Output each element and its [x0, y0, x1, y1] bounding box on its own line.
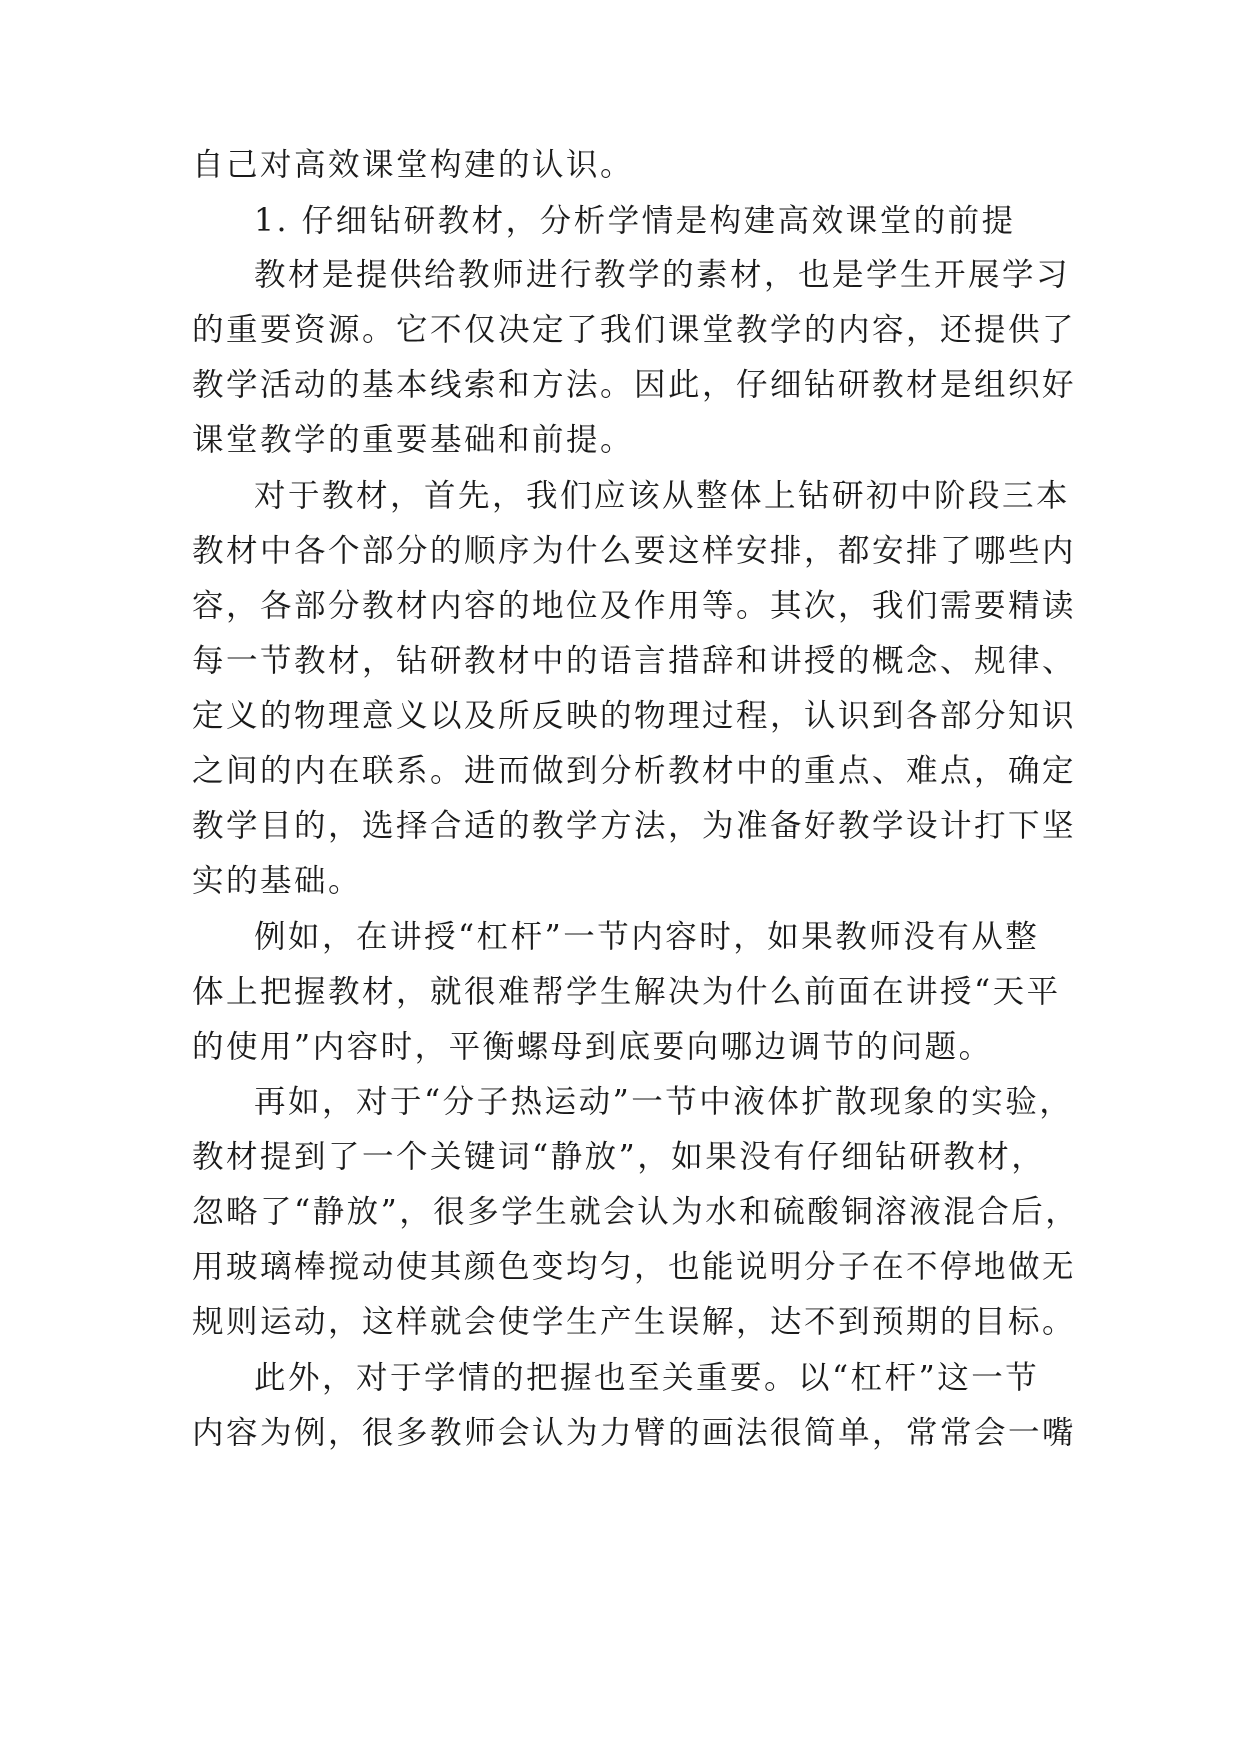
text-line: 教材中各个部分的顺序为什么要这样安排，都安排了哪些内 — [192, 533, 1077, 569]
text-line: 忽略了“静放”，很多学生就会认为水和硫酸铜溶液混合后， — [192, 1194, 1080, 1230]
text-line: 内容为例，很多教师会认为力臂的画法很简单，常常会一嘴 — [192, 1415, 1077, 1451]
text-line: 用玻璃棒搅动使其颜色变均匀，也能说明分子在不停地做无 — [192, 1249, 1077, 1285]
text-line: 的使用”内容时，平衡螺母到底要向哪边调节的问题。 — [192, 1029, 993, 1065]
text-line: 容，各部分教材内容的地位及作用等。其次，我们需要精读 — [192, 588, 1077, 624]
text-line: 教学活动的基本线索和方法。因此，仔细钻研教材是组织好 — [192, 367, 1077, 403]
text-line: 的重要资源。它不仅决定了我们课堂教学的内容，还提供了 — [192, 312, 1077, 348]
text-line: 规则运动，这样就会使学生产生误解，达不到预期的目标。 — [192, 1304, 1077, 1340]
text-line: 课堂教学的重要基础和前提。 — [192, 422, 635, 458]
text-line: 之间的内在联系。进而做到分析教材中的重点、难点，确定 — [192, 753, 1077, 789]
text-line: 此外，对于学情的把握也至关重要。以“杠杆”这一节 — [254, 1360, 1040, 1396]
text-line: 例如，在讲授“杠杆”一节内容时，如果教师没有从整 — [254, 919, 1040, 955]
text-line: 体上把握教材，就很难帮学生解决为什么前面在讲授“天平 — [192, 974, 1061, 1010]
text-line: 定义的物理意义以及所反映的物理过程，认识到各部分知识 — [192, 698, 1077, 734]
text-line: 每一节教材，钻研教材中的语言措辞和讲授的概念、规律、 — [192, 643, 1077, 679]
text-line: 教材提到了一个关键词“静放”，如果没有仔细钻研教材， — [192, 1139, 1046, 1175]
text-line: 实的基础。 — [192, 863, 363, 899]
text-line: 教材是提供给教师进行教学的素材，也是学生开展学习 — [254, 257, 1071, 293]
section-heading: 1. 仔细钻研教材，分析学情是构建高效课堂的前提 — [254, 203, 1016, 239]
text-line: 对于教材，首先，我们应该从整体上钻研初中阶段三本 — [254, 478, 1071, 514]
text-line: 教学目的，选择合适的教学方法，为准备好教学设计打下坚 — [192, 808, 1077, 844]
text-line: 自己对高效课堂构建的认识。 — [192, 147, 635, 183]
text-line: 再如，对于“分子热运动”一节中液体扩散现象的实验， — [254, 1084, 1074, 1120]
